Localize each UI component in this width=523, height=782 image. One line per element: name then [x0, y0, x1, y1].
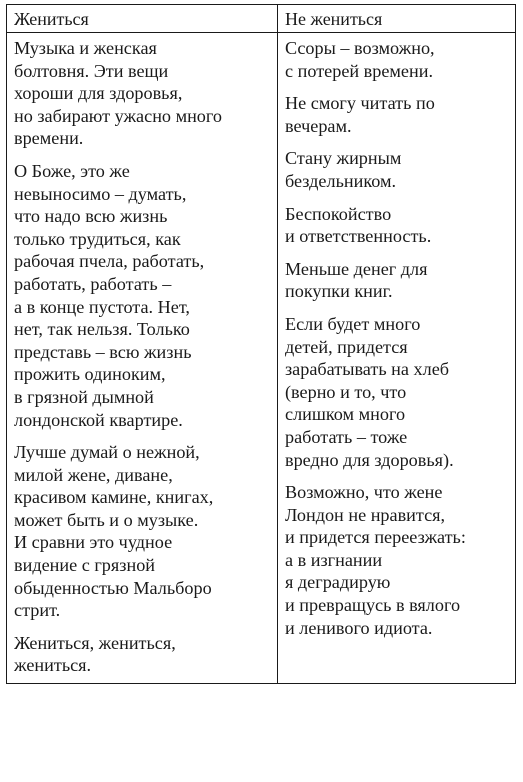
text-line: детей, придется — [285, 336, 408, 357]
column-not-marry — [278, 33, 516, 684]
text-line: может быть и о музыке. — [14, 509, 199, 530]
text-line: а в конце пустота. Нет, — [14, 296, 190, 317]
right-paragraph-1 — [285, 37, 509, 82]
text-line: и ответственность. — [285, 226, 432, 247]
text-line: Стану жирным — [285, 148, 402, 169]
text-line: нет, так нельзя. Только — [14, 319, 190, 340]
header-row — [7, 5, 516, 33]
text-line: времени. — [14, 128, 84, 149]
text-line: в грязной дымной — [14, 386, 154, 407]
left-paragraph-1 — [14, 37, 271, 150]
text-line: с потерей времени. — [285, 60, 434, 81]
text-line: Если будет много — [285, 313, 421, 334]
text-line: работать – тоже — [285, 426, 408, 447]
text-line: бездельником. — [285, 170, 397, 191]
text-line: невыносимо – думать, — [14, 183, 187, 204]
right-paragraph-6 — [285, 313, 509, 471]
text-line: Лондон не нравится, — [285, 504, 446, 525]
text-line: только трудиться, как — [14, 228, 181, 249]
right-paragraph-4 — [285, 203, 509, 248]
text-line: жениться. — [14, 655, 92, 676]
text-line: рабочая пчела, работать, — [14, 251, 205, 272]
text-line: представь – всю жизнь — [14, 341, 192, 362]
column-marry — [7, 33, 278, 684]
text-line: видение с грязной — [14, 555, 156, 576]
text-line: Меньше денег для — [285, 258, 428, 279]
text-line: и ленивого идиота. — [285, 617, 433, 638]
text-line: Ссоры – возможно, — [285, 38, 435, 58]
text-line: слишком много — [285, 404, 406, 425]
text-line: Жениться, жениться, — [14, 632, 176, 653]
header-marry: Жениться — [7, 5, 278, 33]
text-line: зарабатывать на хлеб — [285, 359, 450, 380]
right-paragraph-3 — [285, 147, 509, 192]
text-line: я деградирую — [285, 572, 391, 593]
text-line: лондонской квартире. — [14, 409, 183, 430]
right-paragraph-2 — [285, 92, 509, 137]
header-not-marry: Не жениться — [278, 5, 516, 33]
text-line: покупки книг. — [285, 281, 393, 302]
text-line: а в изгнании — [285, 549, 383, 570]
text-line: И сравни это чудное — [14, 532, 173, 553]
text-line: О Боже, это же — [14, 160, 130, 181]
text-line: но забирают ужасно много — [14, 105, 223, 126]
text-line: что надо всю жизнь — [14, 206, 168, 227]
text-line: болтовня. Эти вещи — [14, 60, 169, 81]
text-line: Возможно, что жене — [285, 482, 443, 503]
left-paragraph-4 — [14, 632, 271, 677]
text-line: Беспокойство — [285, 203, 392, 224]
text-line: Музыка и женская — [14, 38, 157, 58]
text-line: стрит. — [14, 600, 61, 621]
text-line: красивом камине, книгах, — [14, 487, 214, 508]
left-paragraph-3 — [14, 441, 271, 622]
text-line: вечерам. — [285, 115, 352, 136]
text-line: обыденностью Мальборо — [14, 577, 212, 598]
text-line: милой жене, диване, — [14, 464, 173, 485]
text-line: (верно и то, что — [285, 381, 407, 402]
text-line: Лучше думай о нежной, — [14, 442, 200, 463]
comparison-table — [6, 4, 516, 684]
right-paragraph-5 — [285, 258, 509, 303]
text-line: и придется переезжать: — [285, 527, 466, 548]
text-line: прожить одиноким, — [14, 364, 166, 385]
text-line: хороши для здоровья, — [14, 83, 183, 104]
text-line: работать, работать – — [14, 273, 172, 294]
text-line: вредно для здоровья). — [285, 449, 454, 470]
body-row — [7, 33, 516, 684]
text-line: Не смогу читать по — [285, 93, 435, 114]
text-line: и превращусь в вялого — [285, 595, 461, 616]
left-paragraph-2 — [14, 160, 271, 431]
right-paragraph-7 — [285, 481, 509, 639]
